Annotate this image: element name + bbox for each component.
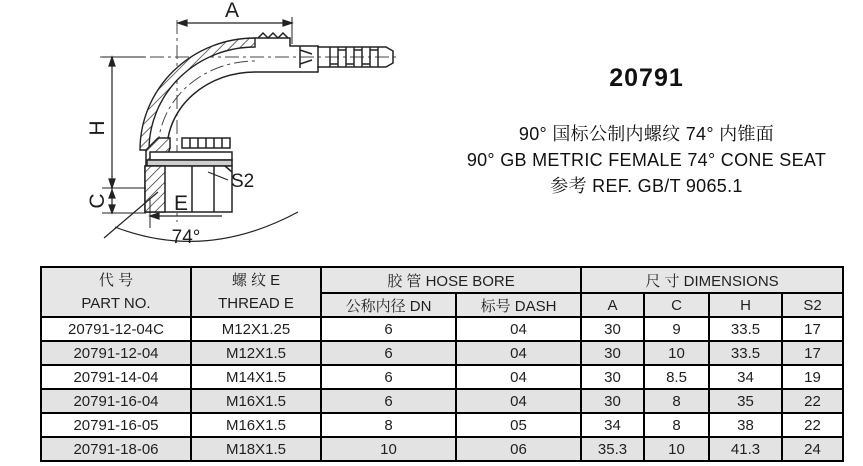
table-row bbox=[41, 365, 843, 389]
table-cell: 20791-12-04 bbox=[41, 341, 191, 365]
table-cell: 04 bbox=[456, 341, 581, 365]
table-cell: 20791-18-06 bbox=[41, 437, 191, 461]
dim-label-e: E bbox=[173, 192, 189, 215]
table-cell: 33.5 bbox=[709, 341, 782, 365]
header-part-no-zh: 代 号 bbox=[98, 272, 134, 289]
header-part-no bbox=[41, 267, 191, 317]
table-cell: 30 bbox=[581, 389, 644, 413]
table-cell: 06 bbox=[456, 437, 581, 461]
table-cell: M14X1.5 bbox=[191, 365, 321, 389]
table-cell: 6 bbox=[321, 389, 456, 413]
table-row bbox=[41, 317, 843, 341]
table-cell: 24 bbox=[782, 437, 843, 461]
table-body bbox=[41, 317, 843, 461]
table-cell: 38 bbox=[709, 413, 782, 437]
dim-label-h: H bbox=[86, 120, 109, 136]
table-cell: 6 bbox=[321, 341, 456, 365]
table-cell: 8.5 bbox=[644, 365, 709, 389]
table-cell: 22 bbox=[782, 413, 843, 437]
table-cell: 04 bbox=[456, 389, 581, 413]
table-row bbox=[41, 437, 843, 461]
table-cell: 17 bbox=[782, 341, 843, 365]
table-cell: 6 bbox=[321, 317, 456, 341]
table-cell: 10 bbox=[644, 437, 709, 461]
header-a: A bbox=[581, 293, 644, 317]
table-cell: 8 bbox=[644, 389, 709, 413]
table-cell: 20791-16-05 bbox=[41, 413, 191, 437]
table-cell: 34 bbox=[581, 413, 644, 437]
header-dash: 标号 DASH bbox=[456, 293, 581, 317]
table-cell: 30 bbox=[581, 365, 644, 389]
header-c: C bbox=[644, 293, 709, 317]
table-cell: 6 bbox=[321, 365, 456, 389]
table-cell: 30 bbox=[581, 317, 644, 341]
header-dimensions: 尺 寸 DIMENSIONS bbox=[581, 267, 843, 293]
header-h: H bbox=[709, 293, 782, 317]
table-cell: 8 bbox=[644, 413, 709, 437]
table-cell: 05 bbox=[456, 413, 581, 437]
table-cell: 30 bbox=[581, 341, 644, 365]
table-cell: M18X1.5 bbox=[191, 437, 321, 461]
table-cell: 34 bbox=[709, 365, 782, 389]
header-part-no-en: PART NO. bbox=[81, 295, 151, 312]
technical-drawing bbox=[0, 0, 420, 262]
table-cell: 20791-12-04C bbox=[41, 317, 191, 341]
header-dn: 公称内径 DN bbox=[321, 293, 456, 317]
table-cell: 04 bbox=[456, 317, 581, 341]
table-cell: M16X1.5 bbox=[191, 389, 321, 413]
header-s2: S2 bbox=[782, 293, 843, 317]
header-thread bbox=[191, 267, 321, 317]
table-cell: 19 bbox=[782, 365, 843, 389]
table-cell: 17 bbox=[782, 317, 843, 341]
header-hose-bore: 胶 管 HOSE BORE bbox=[321, 267, 581, 293]
table-cell: 20791-14-04 bbox=[41, 365, 191, 389]
table-cell: 20791-16-04 bbox=[41, 389, 191, 413]
table-cell: 33.5 bbox=[709, 317, 782, 341]
table-cell: 8 bbox=[321, 413, 456, 437]
table-cell: M12X1.25 bbox=[191, 317, 321, 341]
part-number-title: 20791 bbox=[609, 64, 684, 92]
table-cell: 10 bbox=[321, 437, 456, 461]
hose-tail bbox=[255, 33, 393, 72]
subtitle-chinese: 90° 国标公制内螺纹 74° 内锥面 bbox=[518, 124, 775, 144]
table-cell: 9 bbox=[644, 317, 709, 341]
title-block bbox=[430, 64, 863, 199]
table-cell: 10 bbox=[644, 341, 709, 365]
dim-label-c: C bbox=[86, 193, 109, 209]
angle-label: 74° bbox=[171, 227, 201, 248]
table-cell: 35 bbox=[709, 389, 782, 413]
table-cell: M12X1.5 bbox=[191, 341, 321, 365]
header-thread-zh: 螺 纹 E bbox=[231, 272, 281, 289]
table-cell: M16X1.5 bbox=[191, 413, 321, 437]
elbow-wall bbox=[140, 38, 255, 150]
dim-label-s2: S2 bbox=[231, 171, 255, 192]
table-cell: 04 bbox=[456, 365, 581, 389]
female-end bbox=[145, 138, 232, 212]
dim-label-a: A bbox=[224, 0, 240, 22]
subtitle-reference: 参考 REF. GB/T 9065.1 bbox=[550, 176, 743, 196]
dimensions-table bbox=[40, 266, 844, 462]
subtitle-english: 90° GB METRIC FEMALE 74° CONE SEAT bbox=[466, 150, 827, 170]
table-row bbox=[41, 341, 843, 365]
table-cell: 35.3 bbox=[581, 437, 644, 461]
table-row bbox=[41, 389, 843, 413]
table-cell: 22 bbox=[782, 389, 843, 413]
table-row bbox=[41, 413, 843, 437]
table-cell: 41.3 bbox=[709, 437, 782, 461]
header-thread-en: THREAD E bbox=[218, 295, 294, 312]
